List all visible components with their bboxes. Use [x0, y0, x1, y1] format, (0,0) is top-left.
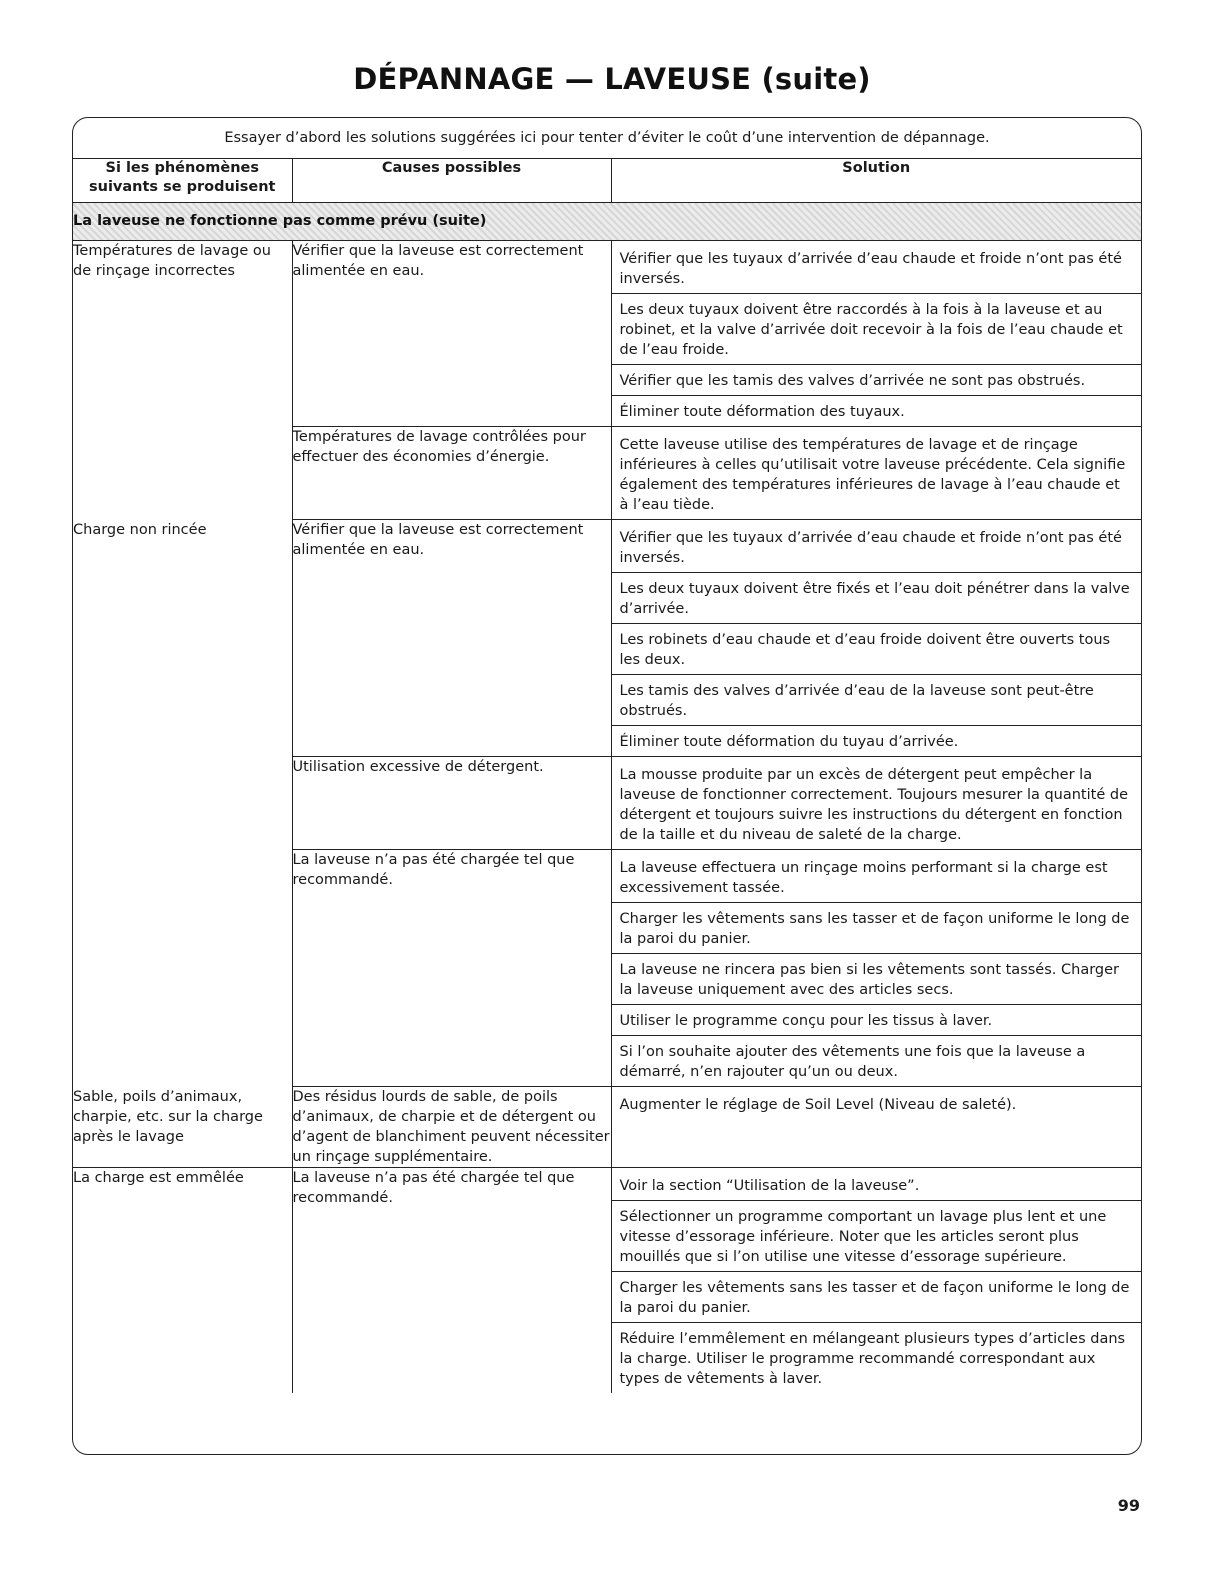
- solutions-cell: [611, 757, 1141, 850]
- troubleshooting-table: [73, 159, 1141, 1393]
- solution-item: Les robinets d’eau chaude et d’eau froide doivent être ouverts tous les deux.: [612, 624, 1142, 675]
- symptom-cell: Sable, poils d’animaux, charpie, etc. sur la charge après le lavage: [73, 1087, 292, 1168]
- solution-item: Cette laveuse utilise des températures de lavage et de rinçage inférieures à celles qu’utilisait votre laveuse précédente. Cela signifie également des températures inférieures de lavage à l’eau chaude et à l’eau tiède.: [619, 437, 1126, 513]
- solution-item: Utiliser le programme conçu pour les tissus à laver.: [612, 1005, 1142, 1036]
- section-title: La laveuse ne fonctionne pas comme prévu (suite): [73, 203, 1141, 241]
- solution-item: Voir la section “Utilisation de la laveuse”.: [612, 1168, 1142, 1201]
- solution-item: Les tamis des valves d’arrivée d’eau de la laveuse sont peut-être obstrués.: [612, 675, 1142, 726]
- solution-item: Vérifier que les tuyaux d’arrivée d’eau chaude et froide n’ont pas été inversés.: [612, 241, 1142, 294]
- cause-cell: Vérifier que la laveuse est correctement alimentée en eau.: [292, 241, 611, 427]
- solutions-cell: [611, 1087, 1141, 1168]
- solution-item: La mousse produite par un excès de détergent peut empêcher la laveuse de fonctionner correctement. Toujours mesurer la quantité de détergent et toujours suivre les instructions du détergent en fonction de la taille et du niveau de saleté de la charge.: [619, 767, 1128, 843]
- solution-item: Vérifier que les tamis des valves d’arrivée ne sont pas obstrués.: [612, 365, 1142, 396]
- solution-item: Les deux tuyaux doivent être raccordés à la fois à la laveuse et au robinet, et la valve d’arrivée doit recevoir à la fois de l’eau chaude et de l’eau froide.: [612, 294, 1142, 365]
- table-row: [73, 1087, 1141, 1168]
- cause-cell: La laveuse n’a pas été chargée tel que recommandé.: [292, 850, 611, 1087]
- header-cause: Causes possibles: [292, 159, 611, 203]
- solution-item: Les deux tuyaux doivent être fixés et l’eau doit pénétrer dans la valve d’arrivée.: [612, 573, 1142, 624]
- solution-item: La laveuse effectuera un rinçage moins performant si la charge est excessivement tassée.: [612, 850, 1142, 903]
- solutions-cell: [611, 850, 1141, 1087]
- symptom-cell: La charge est emmêlée: [73, 1168, 292, 1394]
- solutions-cell: [611, 427, 1141, 520]
- solution-item: Réduire l’emmêlement en mélangeant plusieurs types d’articles dans la charge. Utiliser le programme recommandé correspondant aux types de vêtements à laver.: [619, 1331, 1126, 1387]
- symptom-cell: Charge non rincée: [73, 520, 292, 1087]
- header-solution: Solution: [611, 159, 1141, 203]
- table-row: [73, 241, 1141, 427]
- table-row: [73, 520, 1141, 757]
- section-row: [73, 203, 1141, 241]
- troubleshooting-frame: [72, 117, 1142, 1455]
- cause-cell: La laveuse n’a pas été chargée tel que recommandé.: [292, 1168, 611, 1394]
- solution-item: La laveuse ne rincera pas bien si les vêtements sont tassés. Charger la laveuse uniquement avec des articles secs.: [612, 954, 1142, 1005]
- solutions-cell: [611, 520, 1141, 757]
- solution-item: Charger les vêtements sans les tasser et de façon uniforme le long de la paroi du panier.: [612, 903, 1142, 954]
- table-header-row: [73, 159, 1141, 203]
- solutions-cell: [611, 241, 1141, 427]
- solution-item: Vérifier que les tuyaux d’arrivée d’eau chaude et froide n’ont pas été inversés.: [612, 520, 1142, 573]
- solution-item: Augmenter le réglage de Soil Level (Niveau de saleté).: [619, 1097, 1017, 1113]
- solution-item: Si l’on souhaite ajouter des vêtements une fois que la laveuse a démarré, n’en rajouter qu’un ou deux.: [619, 1044, 1086, 1080]
- header-symptom: Si les phénomènes suivants se produisent: [73, 159, 292, 203]
- solution-item: Éliminer toute déformation du tuyau d’arrivée.: [619, 734, 959, 750]
- cause-cell: Températures de lavage contrôlées pour effectuer des économies d’énergie.: [292, 427, 611, 520]
- intro-text: Essayer d’abord les solutions suggérées ici pour tenter d’éviter le coût d’une intervention de dépannage.: [73, 118, 1141, 159]
- table-row: [73, 1168, 1141, 1394]
- cause-cell: Utilisation excessive de détergent.: [292, 757, 611, 850]
- solution-item: Sélectionner un programme comportant un lavage plus lent et une vitesse d’essorage inférieure. Noter que les articles seront plus mouillés que si l’on utilise une vitesse d’essorage supérieure.: [612, 1201, 1142, 1272]
- cause-cell: Vérifier que la laveuse est correctement alimentée en eau.: [292, 520, 611, 757]
- page-title: DÉPANNAGE — LAVEUSE (suite): [353, 62, 871, 96]
- solution-item: Éliminer toute déformation des tuyaux.: [619, 404, 905, 420]
- cause-cell: Des résidus lourds de sable, de poils d’animaux, de charpie et de détergent ou d’agent de blanchiment peuvent nécessiter un rinçage supplémentaire.: [292, 1087, 611, 1168]
- symptom-cell: Températures de lavage ou de rinçage incorrectes: [73, 241, 292, 520]
- solutions-cell: [611, 1168, 1141, 1394]
- solution-item: Charger les vêtements sans les tasser et de façon uniforme le long de la paroi du panier.: [612, 1272, 1142, 1323]
- page-number: 99: [1117, 1496, 1140, 1515]
